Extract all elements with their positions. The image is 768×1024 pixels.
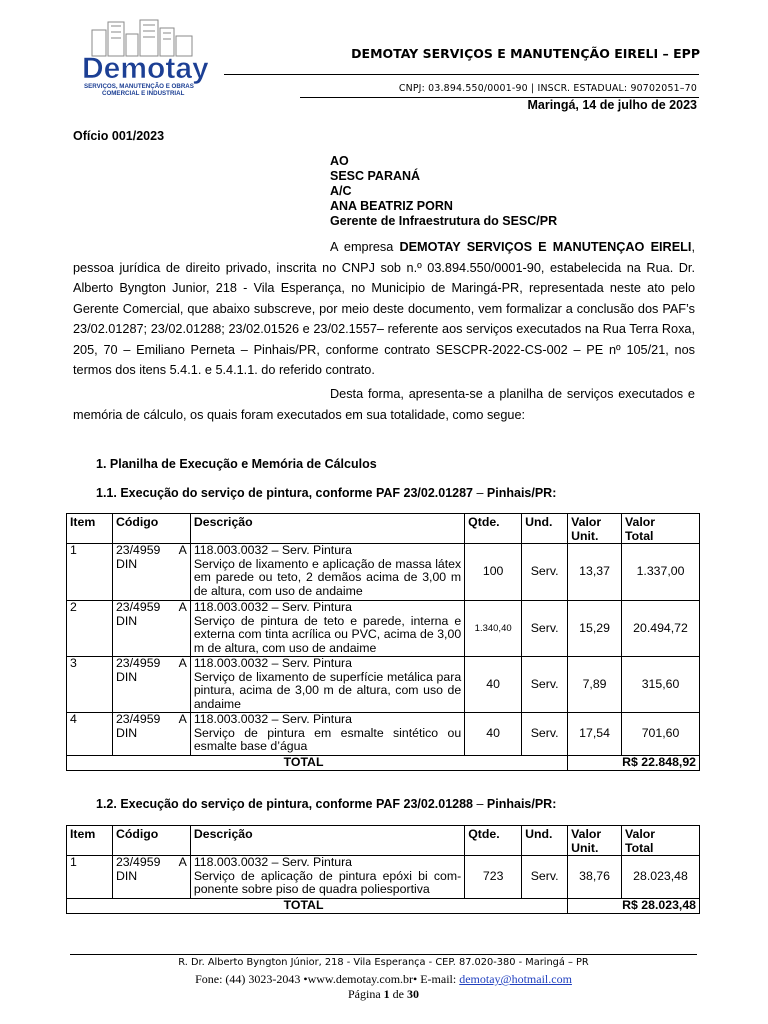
cell-codigo: 23/4959 A DIN	[112, 544, 190, 601]
footer-divider	[70, 954, 697, 955]
subsection-2-title	[96, 797, 556, 811]
cell-descricao	[190, 713, 464, 756]
subsection-2-dash: –	[476, 797, 484, 811]
service-code: 118.003.0032 – Serv. Pintura	[193, 712, 352, 727]
services-table-1	[66, 513, 700, 771]
cell-item: 4	[67, 713, 113, 756]
col-valor-unit-l2: Unit.	[571, 528, 599, 543]
cell-item: 3	[67, 657, 113, 713]
cell-codigo: 23/4959 A DIN	[112, 657, 190, 713]
col-und: Und.	[522, 826, 568, 856]
letter-date: Maringá, 14 de julho de 2023	[527, 98, 697, 112]
service-description: Serviço de lixamento de superfície metálica para pintura, acima de 3,00 m de altura, com uso de andaime	[193, 669, 462, 711]
cell-item: 1	[67, 544, 113, 601]
table-header-row	[67, 514, 700, 544]
company-name: DEMOTAY SERVIÇOS E MANUTENÇÃO EIRELI – EPP	[351, 46, 700, 61]
cell-total: 20.494,72	[622, 601, 700, 657]
table-total-row	[67, 756, 700, 771]
col-item: Item	[67, 826, 113, 856]
cell-qtde: 40	[465, 713, 522, 756]
col-valor-unit	[568, 514, 622, 544]
cell-unit: 38,76	[568, 856, 622, 899]
service-description: Serviço de aplicação de pintura epóxi bi com-ponente sobre piso de quadra poliesportiva	[193, 868, 462, 897]
col-valor-unit	[568, 826, 622, 856]
cell-und: Serv.	[522, 657, 568, 713]
cell-unit: 7,89	[568, 657, 622, 713]
subsection-1-title	[96, 486, 556, 500]
cell-unit: 17,54	[568, 713, 622, 756]
cell-und: Serv.	[522, 601, 568, 657]
col-valor-unit-l1: Valor	[571, 827, 602, 841]
cell-unit: 13,37	[568, 544, 622, 601]
table-row	[67, 544, 700, 601]
table-row	[67, 657, 700, 713]
recipient-line: ANA BEATRIZ PORN	[330, 199, 453, 213]
col-valor-total-l1: Valor	[625, 827, 656, 841]
recipient-line: Gerente de Infraestrutura do SESC/PR	[330, 214, 558, 228]
page-label: Página	[348, 987, 384, 1001]
cell-descricao	[190, 601, 464, 657]
col-valor-total	[622, 826, 700, 856]
service-description: Serviço de pintura em esmalte sintético ou esmalte base d’água	[193, 725, 462, 754]
cell-total: 28.023,48	[622, 856, 700, 899]
table-row	[67, 713, 700, 756]
total-value: R$ 22.848,92	[568, 756, 700, 771]
second-paragraph-text: Desta forma, apresenta-se a planilha de serviços executados e memória de cálculo, os quais foram executados em sua totalidade, como segue:	[73, 387, 695, 422]
total-label: TOTAL	[67, 756, 568, 771]
total-label: TOTAL	[67, 899, 568, 914]
cell-qtde: 1.340,40	[465, 601, 522, 657]
cell-descricao	[190, 657, 464, 713]
table-total-row	[67, 899, 700, 914]
cell-und: Serv.	[522, 544, 568, 601]
cell-descricao	[190, 856, 464, 899]
col-codigo: Código	[112, 514, 190, 544]
cell-item: 2	[67, 601, 113, 657]
intro-company-name: DEMOTAY SERVIÇOS E MANUTENÇAO EIRELI	[399, 240, 692, 254]
col-qtde: Qtde.	[465, 826, 522, 856]
recipient-line: A/C	[330, 184, 352, 198]
col-valor-unit-l1: Valor	[571, 515, 602, 529]
col-item: Item	[67, 514, 113, 544]
col-valor-unit-l2: Unit.	[571, 840, 599, 855]
logo-tagline-2: COMERCIAL E INDUSTRIAL	[102, 90, 185, 96]
col-qtde: Qtde.	[465, 514, 522, 544]
service-code: 118.003.0032 – Serv. Pintura	[193, 600, 352, 615]
company-cnpj: CNPJ: 03.894.550/0001-90 | INSCR. ESTADUAL: 90702051–70	[398, 83, 697, 94]
recipient-line: SESC PARANÁ	[330, 169, 421, 183]
company-logo	[78, 16, 208, 96]
subsection-1-prefix: 1.1. Execução do serviço de pintura, conforme PAF 23/02.01287	[96, 486, 477, 500]
buildings-icon	[78, 16, 208, 96]
recipient-block	[330, 154, 557, 229]
service-code: 118.003.0032 – Serv. Pintura	[193, 656, 352, 671]
service-description: Serviço de lixamento e aplicação de massa látex em parede ou teto, 2 demãos acima de 3,00 m de altura, com uso de andaime	[193, 556, 462, 598]
logo-text: Demotay	[82, 52, 208, 85]
oficio-number: Ofício 001/2023	[73, 129, 165, 143]
page-separator: de	[389, 987, 407, 1001]
service-code: 118.003.0032 – Serv. Pintura	[193, 543, 352, 558]
table-row	[67, 601, 700, 657]
second-paragraph	[73, 384, 695, 425]
col-descricao: Descrição	[190, 514, 464, 544]
cell-total: 701,60	[622, 713, 700, 756]
intro-body: , pessoa jurídica de direito privado, inscrita no CNPJ sob n.º 03.894.550/0001-90, estabelecida na Rua. Dr. Alberto Byngton Junior, 218 - Vila Esperança, no Municipio de Maringá-PR, representada neste ato pelo Gerente Comercial, que abaixo subscreve, por meio deste documento, vem formalizar a conclusão dos PAF’s 23/02.01287; 23/02.01288; 23/02.01526 e 23/02.1557– referente aos serviços executados na Rua Terra Roxa, 205, 70 – Emiliano Perneta – Pinhais/PR, conforme contrato SESCPR-2022-CS-002 – PE nº 105/21, nos termos dos itens 5.4.1. e 5.4.1.1. do referido contrato.	[73, 240, 695, 377]
cell-qtde: 723	[465, 856, 522, 899]
recipient-line: AO	[330, 154, 349, 168]
logo-tagline-1: SERVIÇOS, MANUTENÇÃO E OBRAS	[84, 83, 194, 90]
col-descricao: Descrição	[190, 826, 464, 856]
cell-item: 1	[67, 856, 113, 899]
page-current: 1	[383, 987, 390, 1001]
intro-paragraph	[73, 237, 695, 381]
cell-codigo: 23/4959 A DIN	[112, 601, 190, 657]
services-table-2	[66, 825, 700, 914]
cell-unit: 15,29	[568, 601, 622, 657]
cell-total: 315,60	[622, 657, 700, 713]
section-title: 1. Planilha de Execução e Memória de Cálculos	[96, 457, 377, 471]
page-total: 30	[407, 987, 419, 1001]
cell-codigo: 23/4959 A DIN	[112, 713, 190, 756]
cell-total: 1.337,00	[622, 544, 700, 601]
intro-lead: A empresa	[330, 240, 400, 254]
footer-contact	[70, 972, 697, 987]
subsection-1-dash: –	[476, 486, 484, 500]
footer-email-link[interactable]: demotay@hotmail.com	[459, 972, 572, 986]
cell-und: Serv.	[522, 856, 568, 899]
subsection-2-prefix: 1.2. Execução do serviço de pintura, conforme PAF 23/02.01288	[96, 797, 477, 811]
cell-und: Serv.	[522, 713, 568, 756]
subsection-1-suffix: Pinhais/PR:	[483, 486, 557, 500]
col-valor-total-l1: Valor	[625, 515, 656, 529]
col-valor-total-l2: Total	[625, 528, 654, 543]
page-number	[70, 987, 697, 1002]
cell-codigo: 23/4959 A DIN	[112, 856, 190, 899]
footer-phone-site: Fone: (44) 3023-2043 •www.demotay.com.br• E-mail:	[195, 972, 460, 986]
header-divider	[224, 74, 699, 75]
table-header-row	[67, 826, 700, 856]
col-codigo: Código	[112, 826, 190, 856]
service-code: 118.003.0032 – Serv. Pintura	[193, 855, 353, 870]
cell-descricao	[190, 544, 464, 601]
service-description: Serviço de pintura de teto e parede, interna e externa com tinta acrílica ou PVC, acima de 3,00 m de altura, com uso de andaime	[193, 613, 462, 655]
table-row	[67, 856, 700, 899]
cell-qtde: 40	[465, 657, 522, 713]
subsection-2-suffix: Pinhais/PR:	[483, 797, 557, 811]
col-valor-total-l2: Total	[625, 840, 654, 855]
cell-qtde: 100	[465, 544, 522, 601]
col-valor-total	[622, 514, 700, 544]
footer-address: R. Dr. Alberto Byngton Júnior, 218 - Vila Esperança - CEP. 87.020-380 - Maringá – PR	[178, 957, 589, 968]
col-und: Und.	[522, 514, 568, 544]
total-value: R$ 28.023,48	[568, 899, 700, 914]
